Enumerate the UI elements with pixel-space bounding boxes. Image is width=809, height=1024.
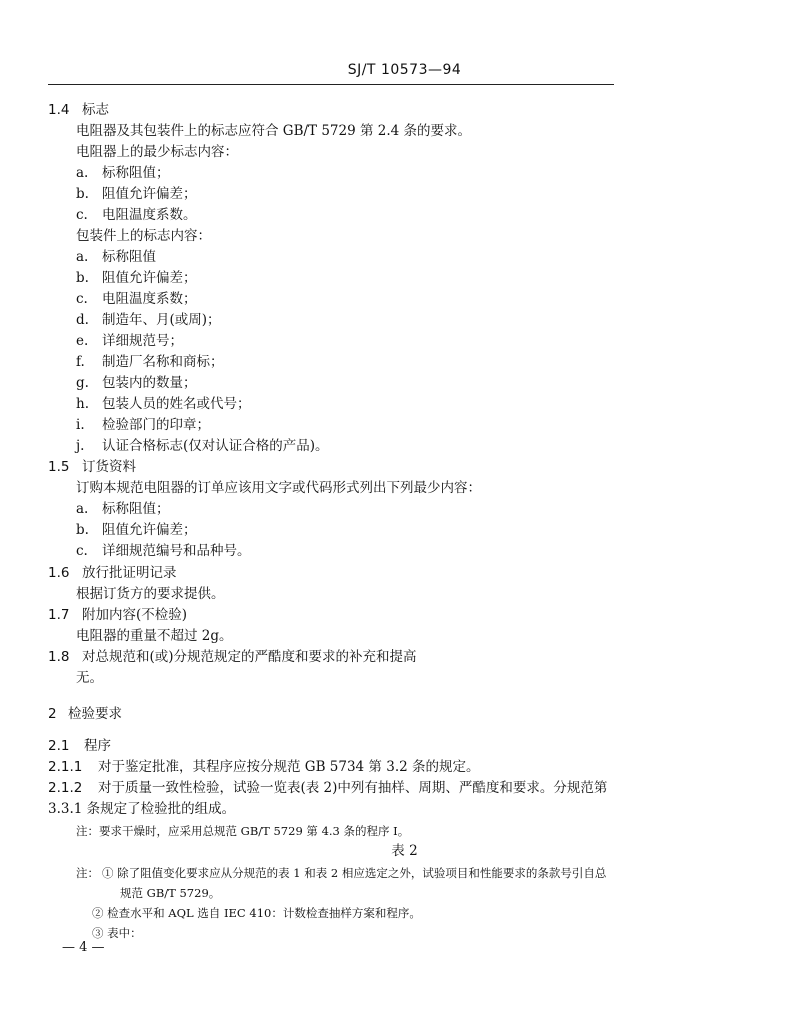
list-item: 阻值允许偏差；: [102, 186, 197, 202]
list-marker: e.: [76, 333, 89, 349]
list-marker: a.: [76, 501, 89, 517]
header-rule: [48, 84, 614, 85]
section-number: 2.1.2: [48, 780, 83, 796]
section-number: 2.1.1: [48, 759, 83, 775]
list-marker: b.: [76, 270, 89, 286]
list-marker: f.: [76, 354, 85, 370]
section-title: 标志: [82, 102, 109, 118]
list-item: 认证合格标志(仅对认证合格的产品)。: [102, 438, 329, 454]
list-item: 包装人员的姓名或代号；: [102, 396, 251, 412]
notes-label: 注：: [76, 866, 99, 880]
table-caption: 表 2: [391, 843, 418, 859]
list-item: 标称阻值；: [102, 165, 170, 181]
section-title: 放行批证明记录: [82, 565, 177, 581]
page-header-title: SJ/T 10573—94: [347, 62, 462, 78]
list-marker: i.: [76, 417, 85, 433]
list-marker: h.: [76, 396, 89, 412]
section-number: 1.7: [48, 607, 70, 623]
list-item: 检验部门的印章；: [102, 417, 210, 433]
chapter-title: 检验要求: [68, 706, 122, 722]
section-title: 程序: [84, 738, 111, 754]
list-item: 标称阻值: [102, 249, 156, 265]
section-number: 1.5: [48, 459, 70, 475]
list-item: 阻值允许偏差；: [102, 522, 197, 538]
list-marker: a.: [76, 249, 89, 265]
paragraph: 3.3.1 条规定了检验批的组成。: [48, 801, 236, 817]
list-marker: g.: [76, 375, 89, 391]
paragraph: 订购本规范电阻器的订单应该用文字或代码形式列出下列最少内容：: [76, 480, 481, 496]
list-marker: j.: [76, 438, 85, 454]
paragraph: 包装件上的标志内容：: [76, 228, 211, 244]
list-marker: c.: [76, 207, 88, 223]
chapter-number: 2: [48, 706, 57, 722]
paragraph: 无。: [76, 670, 103, 686]
section-title: 附加内容(不检验): [82, 607, 188, 623]
section-number: 1.6: [48, 565, 70, 581]
paragraph: 对于鉴定批准，其程序应按分规范 GB 5734 第 3.2 条的规定。: [98, 759, 480, 775]
list-item: 标称阻值；: [102, 501, 170, 517]
list-item: 详细规范编号和品种号。: [102, 543, 251, 559]
list-item: 电阻温度系数；: [102, 291, 197, 307]
paragraph: 对于质量一致性检验，试验一览表(表 2)中列有抽样、周期、严酷度和要求。分规范第: [98, 780, 608, 796]
list-item: 制造厂名称和商标；: [102, 354, 224, 370]
paragraph: 根据订货方的要求提供。: [76, 586, 225, 602]
note-item: ③ 表中：: [92, 926, 142, 940]
page-number: — 4 —: [62, 940, 105, 955]
list-item: 详细规范号；: [102, 333, 183, 349]
section-number: 2.1: [48, 738, 70, 754]
paragraph: 电阻器的重量不超过 2g。: [76, 628, 233, 644]
list-marker: b.: [76, 522, 89, 538]
list-marker: d.: [76, 312, 89, 328]
section-number: 1.4: [48, 102, 70, 118]
list-marker: c.: [76, 291, 88, 307]
list-item: 制造年、月(或周)；: [102, 312, 221, 328]
list-marker: b.: [76, 186, 89, 202]
paragraph: 电阻器上的最少标志内容：: [76, 144, 238, 160]
list-item: 阻值允许偏差；: [102, 270, 197, 286]
list-item: 包装内的数量；: [102, 375, 197, 391]
list-marker: c.: [76, 543, 88, 559]
note: 注：要求干燥时，应采用总规范 GB/T 5729 第 4.3 条的程序 I。: [76, 824, 410, 838]
list-item: 电阻温度系数。: [102, 207, 197, 223]
note-item: ① 除了阻值变化要求应从分规范的表 1 和表 2 相应选定之外，试验项目和性能要求的条款号引自总: [102, 866, 607, 880]
note-item: ② 检查水平和 AQL 选自 IEC 410：计数检查抽样方案和程序。: [92, 906, 421, 920]
list-marker: a.: [76, 165, 89, 181]
section-title: 对总规范和(或)分规范规定的严酷度和要求的补充和提高: [82, 649, 417, 665]
section-number: 1.8: [48, 649, 70, 665]
paragraph: 电阻器及其包装件上的标志应符合 GB/T 5729 第 2.4 条的要求。: [76, 123, 472, 139]
note-item: 规范 GB/T 5729。: [120, 886, 221, 900]
section-title: 订货资料: [82, 459, 136, 475]
